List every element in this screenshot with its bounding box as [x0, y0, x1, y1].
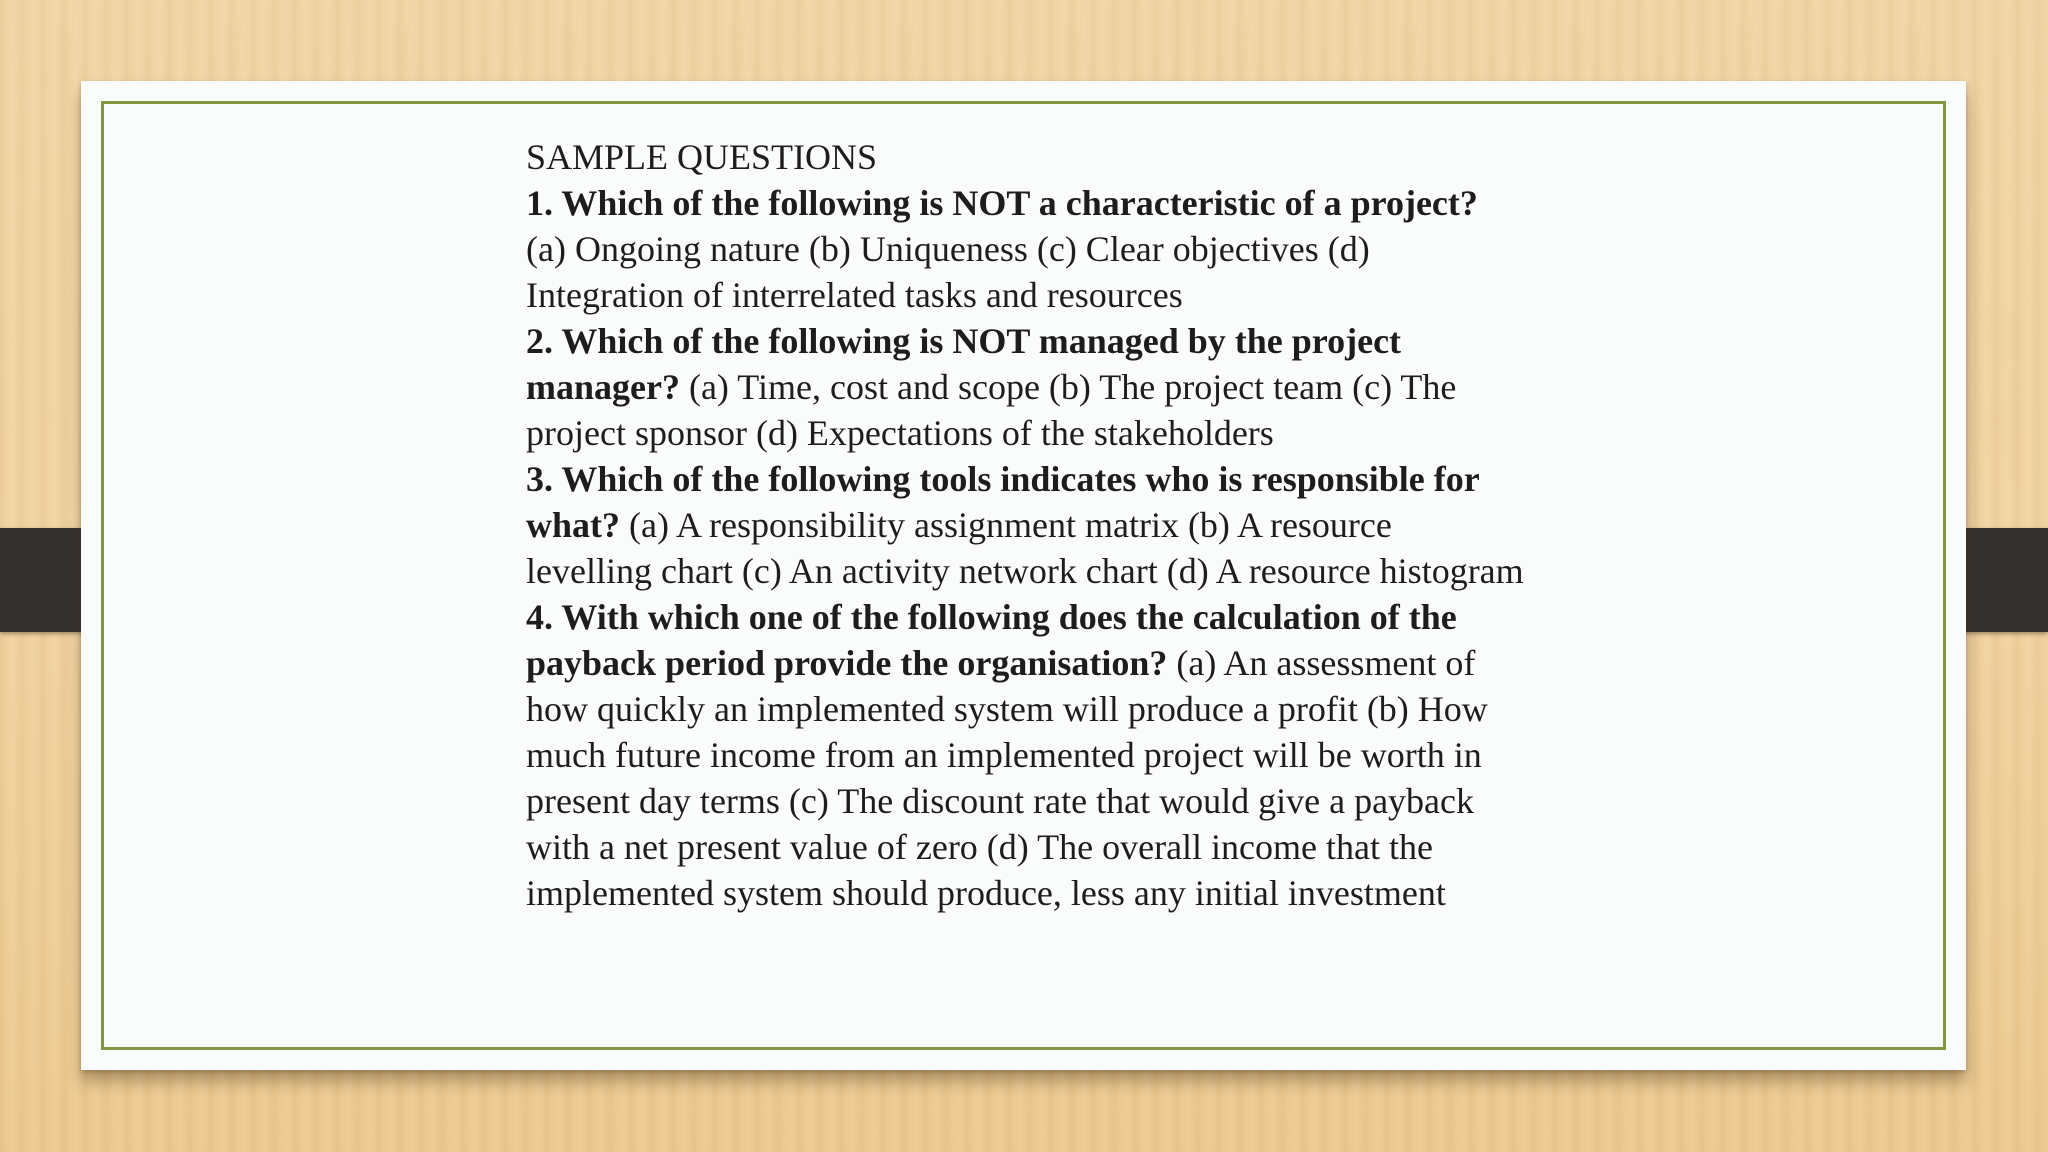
question-1-stem: 1. Which of the following is NOT a characteristic of a project? — [526, 183, 1478, 223]
question-2-stem: 2. Which of the following is NOT managed by the project manager? — [526, 321, 1402, 407]
question-3-stem: 3. Which of the following tools indicates who is responsible for what? — [526, 459, 1480, 545]
question-1-options: (a) Ongoing nature (b) Uniqueness (c) Clear objectives (d) Integration of interrelated tasks and resources — [526, 229, 1370, 315]
question-4 — [526, 594, 1526, 916]
question-3 — [526, 456, 1526, 594]
question-3-options: (a) A responsibility assignment matrix (b) A resource levelling chart (c) An activity network chart (d) A resource histogram — [526, 505, 1524, 591]
question-2-options: (a) Time, cost and scope (b) The project team (c) The project sponsor (d) Expectations of the stakeholders — [526, 367, 1457, 453]
question-1 — [526, 180, 1526, 318]
question-4-stem: 4. With which one of the following does the calculation of the payback period provide the organisation? — [526, 597, 1457, 683]
slide-heading: SAMPLE QUESTIONS — [526, 137, 878, 177]
slide-text-block — [526, 134, 1526, 916]
question-2 — [526, 318, 1526, 456]
question-4-options: (a) An assessment of how quickly an implemented system will produce a profit (b) How much future income from an implemented project will be worth in present day terms (c) The discount rate that would give a payback with a net present value of zero (d) The overall income that the implemented system should produce, less any initial investment — [526, 643, 1488, 913]
